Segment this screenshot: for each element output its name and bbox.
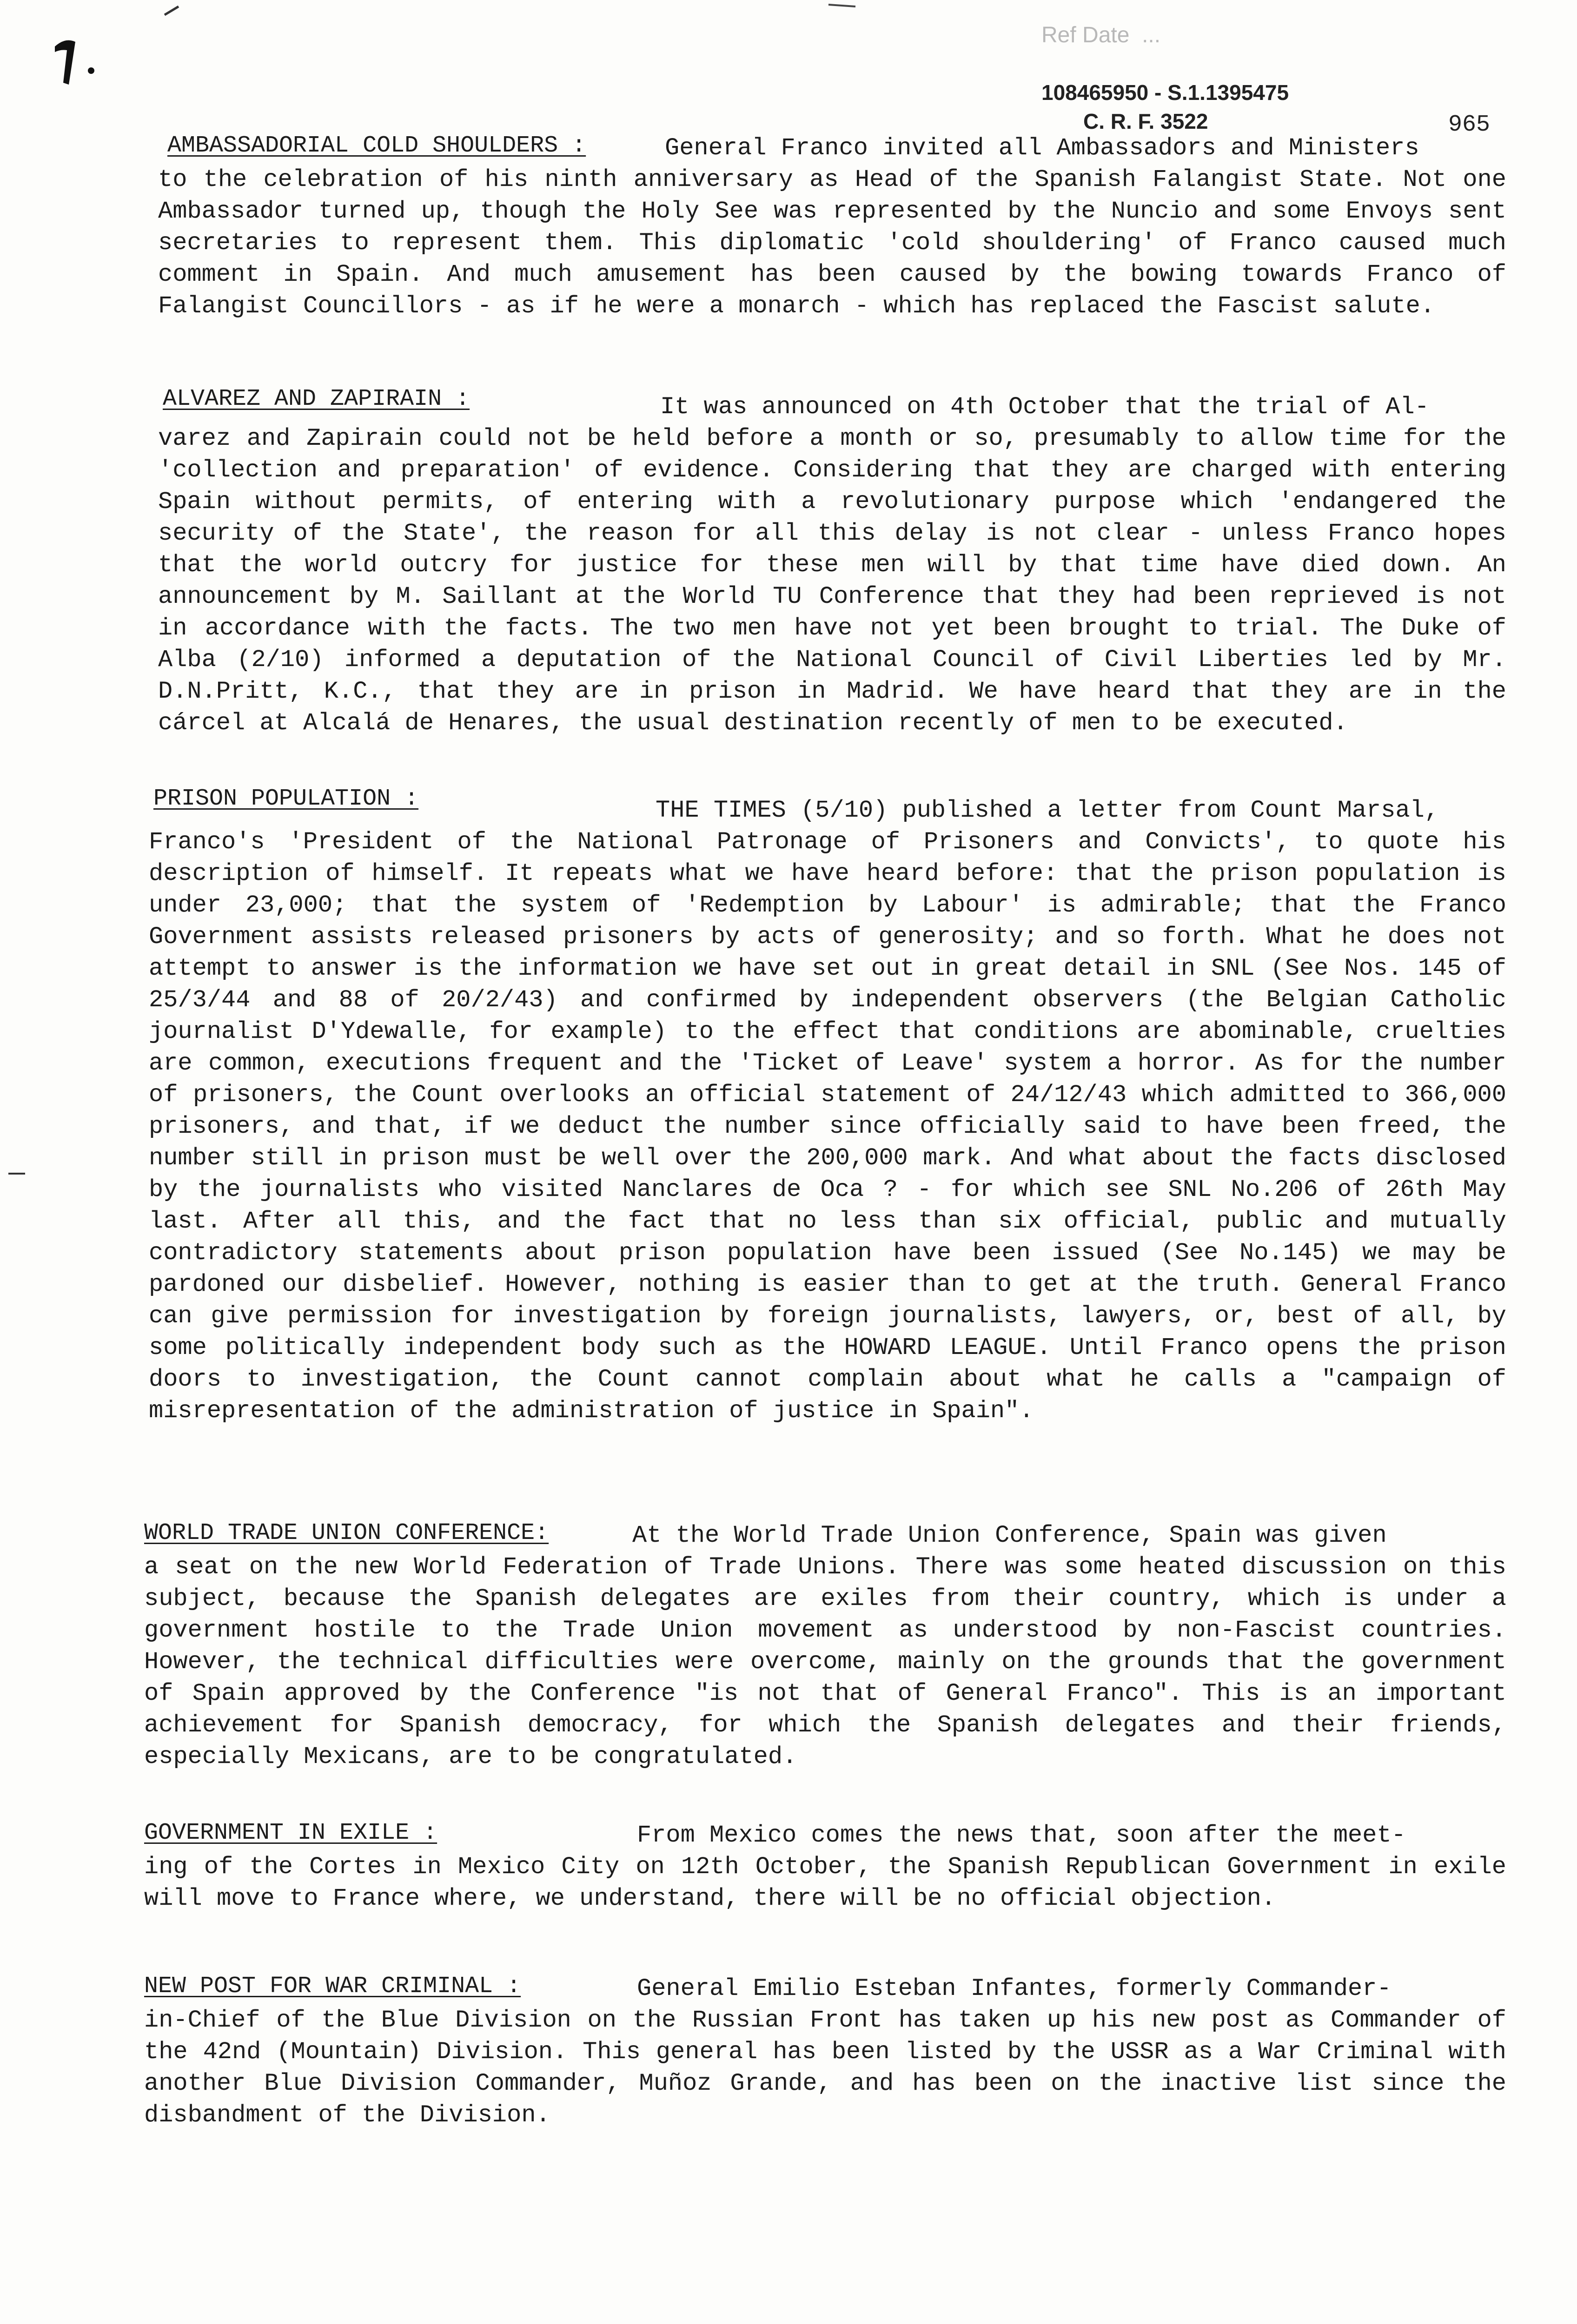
section-heading: GOVERNMENT IN EXILE : <box>144 1820 437 1846</box>
section-heading: WORLD TRADE UNION CONFERENCE: <box>144 1520 549 1546</box>
section-body: Franco's 'President of the National Patronage of Prisoners and Convicts', to quote his description of himself. It repeats what we have heard before: that the prison population is under 23,000; that the system of 'Redemption by Labour' is admirable; that the Franco Government assists released prisoners by acts of generosity; and so forth. What he does not attempt to answer is the information we have set out in great detail in SNL (See Nos. 145 of 25/3/44 and 88 of 20/2/43) and confirmed by independent observers (the Belgian Catholic journalist D'Ydewalle, for example) to the effect that conditions are abominable, cruelties are common, executions frequent and the 'Ticket of Leave' system a horror. As for the number of prisoners, the Count overlooks an official statement of 24/12/43 which admitted to 366,000 prisoners, and that, if we deduct the number since officially said to have been freed, the number still in prison must be well over the 200,000 mark. And what about the facts disclosed by the journalists who visited Nanclares de Oca ? - for which see SNL No.206 of 26th May last. After all this, and the fact that no less than six official, public and mutually contradictory statements about prison population have been issued (See No.145) we may be pardoned our disbelief. However, nothing is easier than to get at the truth. General Franco can give permission for investigation by foreign journalists, lawyers, or, best of all, by some politically independent body such as the HOWARD LEAGUE. Until Franco opens the prison doors to investigation, the Count cannot complain about what he calls a "campaign of misrepresentation of the administration of justice in Spain". <box>149 828 1506 1425</box>
section-lead-line: At the World Trade Union Conference, Spain was given <box>632 1522 1387 1549</box>
section-world-trade-union <box>139 1520 1506 1789</box>
section-body: a seat on the new World Federation of Trade Unions. There was some heated discussion on this subject, because the Spanish delegates are exiles from their country, which is under a government hostile to the Trade Union movement as understood by non-Fascist countries. However, the technical difficulties were overcome, mainly on the grounds that the government of Spain approved by the Conference "is not that of General Franco". This is an important achievement for Spanish democracy, for which the Spanish delegates and their friends, especially Mexicans, are to be congratulated. <box>144 1553 1506 1770</box>
section-heading: ALVAREZ AND ZAPIRAIN : <box>163 386 470 412</box>
ink-tick-icon <box>828 0 860 11</box>
archive-stamp-code: C. R. F. 3522 <box>1083 109 1208 133</box>
section-ambassadorial <box>139 132 1506 356</box>
section-body: to the celebration of his ninth anniversary as Head of the Spanish Falangist State. Not one Ambassador turned up, though the Holy See was represented by the Nuncio and some Envoys sent secretaries to represent them. This diplomatic 'cold shouldering' of Franco caused much comment in Spain. And much amusement has been caused by the bowing towards Franco of Falangist Councillors - as if he were a monarch - which has replaced the Fascist salute. <box>158 166 1506 320</box>
section-body: ing of the Cortes in Mexico City on 12th October, the Spanish Republican Government in exile will move to France where, we understand, there will be no official objection. <box>144 1853 1506 1912</box>
section-prison-population <box>139 786 1506 1506</box>
section-lead-line: THE TIMES (5/10) published a letter from Count Marsal, <box>656 797 1439 824</box>
section-lead-line: It was announced on 4th October that the trial of Al- <box>660 393 1429 421</box>
section-heading: PRISON POPULATION : <box>153 786 419 812</box>
section-lead-line: General Emilio Esteban Infantes, formerly Commander- <box>637 1975 1391 2002</box>
margin-dash-icon <box>7 1171 26 1176</box>
section-new-post-war-criminal <box>139 1973 1506 2187</box>
section-body: varez and Zapirain could not be held before a month or so, presumably to allow time for the 'collection and preparation' of evidence. Considering that they are charged with entering Spain without permits, of entering with a revolutionary purpose which 'endangered the security of the State', the reason for all this delay is not clear - unless Franco hopes that the world outcry for justice for these men will by that time have died down. An announcement by M. Saillant at the World TU Conference that they had been reprieved is not in accordance with the facts. The two men have not yet been brought to trial. The Duke of Alba (2/10) informed a deputation of the National Council of Civil Liberties led by Mr. D.N.Pritt, K.C., that they are in prison in Madrid. We have heard that they are in the cárcel at Alcalá de Henares, the usual destination recently of men to be executed. <box>158 425 1506 737</box>
section-heading: AMBASSADORIAL COLD SHOULDERS : <box>167 132 586 159</box>
archive-stamp-reference: Ref Date ... <box>1041 23 1161 47</box>
page-number: 965 <box>1448 112 1491 138</box>
section-heading: NEW POST FOR WAR CRIMINAL : <box>144 1973 521 2000</box>
section-lead-line: From Mexico comes the news that, soon after the meet- <box>637 1822 1406 1849</box>
section-body: in-Chief of the Blue Division on the Russian Front has taken up his new post as Commander of the 42nd (Mountain) Division. This general has been listed by the USSR as a War Criminal with another Blue Division Commander, Muñoz Grande, and has been on the inactive list since the disbandment of the Division. <box>144 2007 1506 2129</box>
section-government-exile <box>139 1820 1506 1968</box>
ink-mark-icon <box>46 28 112 93</box>
ink-tick-icon <box>163 4 181 18</box>
section-alvarez-zapirain <box>139 386 1506 772</box>
archive-stamp-document-id: 108465950 - S.1.1395475 <box>1041 80 1289 105</box>
section-lead-line: General Franco invited all Ambassadors and Ministers <box>665 134 1419 162</box>
